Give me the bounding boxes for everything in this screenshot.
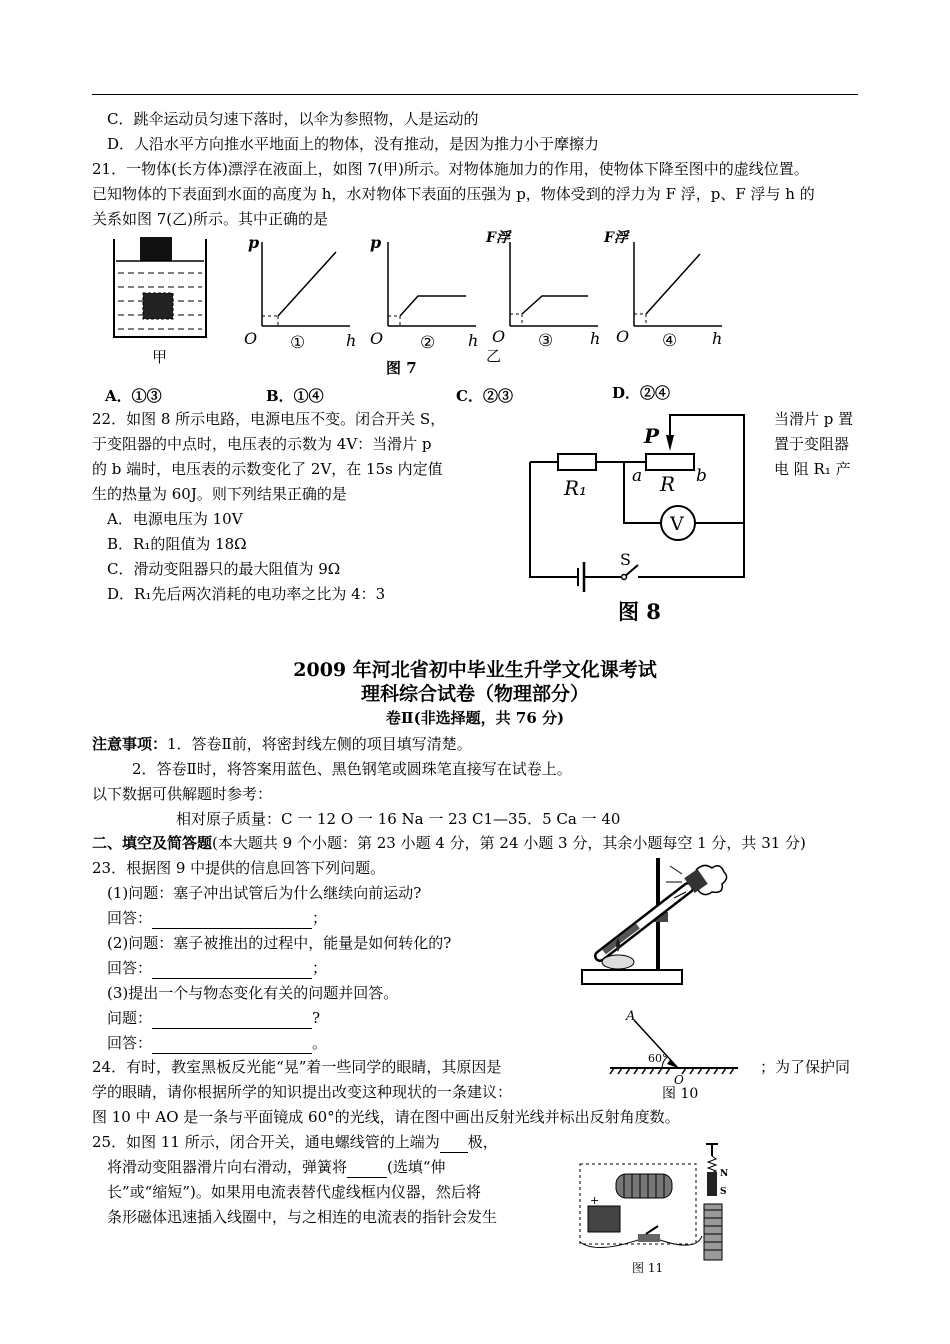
figure8-label-r: R	[660, 472, 676, 496]
exam-subtitle: 理科综合试卷（物理部分）	[360, 683, 589, 705]
q25-line4: 条形磁体迅速插入线圈中，与之相连的电流表的指针会发生	[107, 1208, 498, 1226]
graph-2-ylabel: p	[370, 233, 382, 252]
figure11-label-n: N	[720, 1169, 729, 1179]
q23-answer2: 回答： ；	[107, 959, 328, 977]
graph-2-origin: O	[370, 329, 384, 348]
q20-option-c: C．跳伞运动员匀速下落时，以伞为参照物，人是运动的	[107, 110, 479, 128]
q23-answer2-blank[interactable]	[152, 958, 312, 979]
figure8-label-b: b	[696, 466, 707, 486]
figure8-label-p: P	[644, 424, 660, 448]
q21-line2: 已知物体的下表面到水面的高度为 h，水对物体下表面的压强为 p，物体受到的浮力为 F 浮，p、F 浮与 h 的	[92, 185, 815, 203]
q24-line2: 学的眼睛，请你根据所学的知识提出改变这种现状的一条建议：	[92, 1083, 513, 1101]
graph-1-xlabel: h	[346, 331, 357, 350]
figure11-plus: +	[590, 1194, 600, 1207]
figure8-label-a: a	[632, 466, 643, 486]
q22-line2: 于变阻器的中点时，电压表的示数为 4V：当滑片 p	[92, 435, 432, 453]
q21-line1: 21．一物体(长方体)漂浮在液面上，如图 7(甲)所示。对物体施加力的作用，使物体下降至图中的虚线位置。	[92, 160, 809, 178]
figure9-apparatus	[578, 852, 728, 992]
q22-line3: 的 b 端时，电压表的示数变化了 2V，在 15s 内定值	[92, 460, 443, 478]
q23-question1: (1)问题：塞子冲出试管后为什么继续向前运动?	[107, 884, 422, 902]
q23-answer3-blank[interactable]	[152, 1033, 312, 1054]
q25-spring-blank[interactable]	[347, 1157, 387, 1178]
figure8-title: 图 8	[618, 599, 661, 624]
graph-3-xlabel: h	[590, 329, 601, 348]
figure8-label-r1: R₁	[564, 476, 588, 500]
figure11-apparatus	[576, 1142, 736, 1276]
q24-line3: 图 10 中 AO 是一条与平面镜成 60°的光线，请在图中画出反射光线并标出反射角度数。	[92, 1108, 680, 1126]
figure8-label-s: S	[620, 550, 631, 569]
q23-question3: (3)提出一个与物态变化有关的问题并回答。	[107, 984, 399, 1002]
exam-title: 2009 年河北省初中毕业生升学文化课考试	[293, 659, 657, 681]
graph-4-origin: O	[616, 327, 630, 346]
graph-3-ylabel: F浮	[486, 230, 510, 246]
figure7-title: 图 7	[386, 359, 417, 377]
q21-option-a: A．①③	[105, 387, 162, 405]
figure7-label-yi: 乙	[486, 347, 502, 365]
q22-line1: 22．如图 8 所示电路，电源电压不变。闭合开关 S，	[92, 410, 446, 428]
notes-item1: 1．答卷Ⅱ前，将密封线左侧的项目填写清楚。	[167, 735, 472, 753]
q22-option-a: A．电源电压为 10V	[107, 510, 243, 528]
figure10-label-o: O	[674, 1073, 684, 1087]
notes-line1	[92, 734, 472, 754]
notes-item2: 2．答卷Ⅱ时，将答案用蓝色、黑色钢笔或圆珠笔直接写在试卷上。	[132, 760, 572, 778]
data-intro: 以下数据可供解题时参考：	[92, 785, 273, 803]
q23-intro: 23．根据图 9 中提供的信息回答下列问题。	[92, 859, 386, 877]
graph-3-origin: O	[492, 327, 506, 346]
q25-line3: 长”或“缩短”)。如果用电流表替代虚线框内仪器，然后将	[107, 1183, 481, 1201]
figure8-voltmeter-label: V	[670, 513, 684, 535]
q24-line1-right: ；为了保护同	[760, 1058, 851, 1076]
graph-3-number: ③	[538, 331, 554, 351]
graph-1-number: ①	[290, 333, 306, 353]
figure10-mirror	[604, 1002, 744, 1102]
figure11-title: 图 11	[632, 1261, 664, 1275]
graph-4	[604, 228, 732, 352]
q23-question3-ask: 问题： ?	[107, 1009, 321, 1027]
q21-option-c: C．②③	[456, 387, 513, 405]
graph-2-xlabel: h	[468, 331, 479, 350]
q22-line3-right: 电 阻 R₁ 产	[774, 460, 851, 478]
figure11-label-s: S	[720, 1187, 727, 1197]
q22-option-b: B．R₁的阻值为 18Ω	[107, 535, 247, 553]
graph-3	[488, 228, 608, 352]
graph-1-ylabel: p	[248, 233, 260, 252]
graph-4-number: ④	[662, 331, 678, 351]
figure10-angle: 60°	[648, 1052, 668, 1065]
graph-2-number: ②	[420, 333, 436, 353]
q24-line1: 24．有时，教室黑板反光能“晃”着一些同学的眼睛，其原因是	[92, 1058, 502, 1076]
paper-section-title: 卷Ⅱ(非选择题，共 76 分)	[385, 709, 565, 727]
figure7-beaker	[110, 233, 210, 343]
q25-pole-blank[interactable]	[440, 1132, 468, 1153]
q22-line4: 生的热量为 60J。则下列结果正确的是	[92, 485, 347, 503]
q23-answer3: 回答： 。	[107, 1034, 328, 1052]
q25-line1: 25．如图 11 所示，闭合开关，通电螺线管的上端为 极，	[92, 1133, 498, 1151]
q22-line1-right: 当滑片 p 置	[774, 410, 854, 428]
section2-label: 二、填空及简答题	[92, 834, 213, 852]
q22-option-d: D．R₁先后两次消耗的电功率之比为 4：3	[107, 585, 386, 603]
q21-option-d: D．②④	[612, 384, 671, 402]
graph-1	[240, 232, 360, 352]
graph-4-ylabel: F浮	[604, 230, 628, 246]
notes-label: 注意事项：	[92, 735, 168, 753]
q21-option-b: B．①④	[266, 387, 324, 405]
q22-option-c: C．滑动变阻器只的最大阻值为 9Ω	[107, 560, 341, 578]
q20-option-d: D．人沿水平方向推水平地面上的物体，没有推动，是因为推力小于摩擦力	[107, 135, 600, 153]
graph-2	[366, 232, 486, 352]
q23-question2: (2)问题：塞子被推出的过程中，能量是如何转化的?	[107, 934, 452, 952]
q21-line3: 关系如图 7(乙)所示。其中正确的是	[92, 210, 329, 228]
q23-answer1-blank[interactable]	[152, 908, 312, 929]
section2-desc: (本大题共 9 个小题：第 23 小题 4 分，第 24 小题 3 分，其余小题每空 1 分，共 31 分)	[212, 834, 806, 852]
graph-4-xlabel: h	[712, 329, 723, 348]
top-rule	[92, 94, 858, 95]
q22-line2-right: 置于变阻器	[774, 435, 850, 453]
section2-heading	[92, 833, 806, 853]
q25-line2: 将滑动变阻器滑片向右滑动，弹簧将 (选填“伸	[107, 1158, 446, 1176]
figure10-title: 图 10	[662, 1086, 699, 1102]
figure10-label-a: A	[626, 1009, 636, 1024]
atomic-masses: 相对原子质量：C 一 12 O 一 16 Na 一 23 C1—35．5 Ca 一 40	[176, 810, 621, 828]
figure7-label-jia: 甲	[152, 348, 168, 366]
q23-question3-blank[interactable]	[152, 1008, 312, 1029]
figure8-circuit	[520, 405, 760, 630]
q23-answer1: 回答： ；	[107, 909, 328, 927]
graph-1-origin: O	[244, 329, 258, 348]
